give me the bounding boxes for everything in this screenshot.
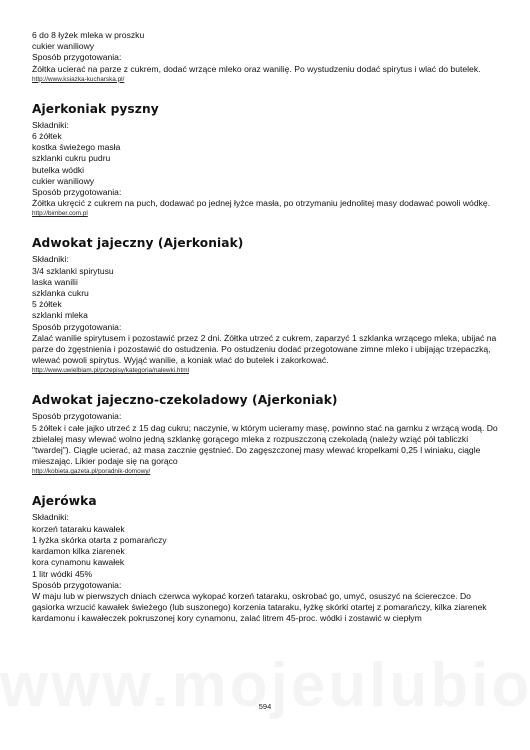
ingredient-line: kora cynamonu kawałek [32, 557, 125, 568]
recipe-ajerkoniak-pyszny [32, 102, 502, 219]
method-text: Zalać wanilie spirytusem i pozostawić przez 2 dni. Żółtka utrzeć z cukrem, zaparzyć 1 szklanka wrzącego mleka, ubijać na parze do zgęstnienia i pozostawić do ostudzenia. Po ostudzeniu dodać przegotowane zimne mleko i ubijając trzepaczką, wlewać powoli spirytus. Wyjąć wanilie, a koniak wlać do butelek i zakorkować. [32, 332, 497, 366]
recipe-title: Adwokat jajeczno-czekoladowy (Ajerkoniak) [32, 393, 338, 408]
ingredient-line: korzeń tataraku kawałek [32, 523, 125, 534]
recipe-adwokat-jajeczno-czekoladowy [32, 393, 502, 476]
method-label: Sposób przygotowania: [32, 411, 122, 422]
method-text: Żółtka ucierać na parze z cukrem, dodać wrzące mleko oraz wanilię. Po wystudzeniu dodać spirytus i wlać do butelek. [32, 63, 481, 74]
ingredient-line: 1 łyżka skórka otarta z pomarańczy [32, 534, 167, 545]
ingredient-line: cukier waniliowy [32, 175, 95, 186]
source-link[interactable]: http://bimber.com.pl [32, 210, 88, 218]
ingredient-line: butelka wódki [32, 164, 85, 175]
ingredient-line: szklanki cukru pudru [32, 153, 111, 164]
method-text: 5 żółtek i całe jajko utrzeć z 15 dag cukru; naczynie, w którym ucieramy masę, powinno stać na garnku z wrzącą wodą. Do zbielałej masy wlewać wolno jedną szklankę gorącego mleka z rozpuszczoną czekoladą (należy wziąć pół tabliczki "twardej"). Ciągle ucierać, aż masa zacznie gęstnieć. Do zagęszczonej masy wlewać kropelkami 0,25 l winiaku, ciągle mieszając. Likier podaje się na gorąco [32, 422, 498, 467]
ingredients-label: Składniki: [32, 119, 69, 130]
recipe-title: Ajerkoniak pyszny [32, 101, 159, 116]
ingredient-line: kostka świeżego masła [32, 142, 121, 153]
recipe-ajerowka [32, 494, 502, 624]
ingredient-line: szklanki mleka [32, 310, 88, 321]
recipe-title: Ajerówka [32, 494, 97, 509]
source-link[interactable]: http://kobieta.gazeta.pl/poradnik-domowy/ [32, 468, 151, 476]
ingredient-line: 6 żółtek [32, 131, 62, 142]
ingredients-label: Składniki: [32, 512, 69, 523]
method-label: Sposób przygotowania: [32, 579, 122, 590]
ingredient-line: cukier waniliowy [32, 41, 95, 52]
recipe-title: Adwokat jajeczny (Ajerkoniak) [32, 236, 244, 251]
ingredient-line: szklanka cukru [32, 288, 89, 299]
page-number: 594 [258, 702, 272, 711]
ingredient-line: 1 litr wódki 45% [32, 568, 93, 579]
ingredient-line: 6 do 8 łyżek mleka w proszku [32, 30, 145, 40]
ingredient-line: 3/4 szklanki spirytusu [32, 265, 114, 276]
ingredient-line: laska wanilii [32, 276, 78, 287]
ingredients-label: Składniki: [32, 254, 69, 265]
method-label: Sposób przygotowania: [32, 52, 122, 63]
document-page [32, 30, 502, 625]
method-label: Sposób przygotowania: [32, 187, 122, 198]
ingredient-line: 5 żółtek [32, 299, 62, 310]
recipe-intro-continuation [32, 30, 502, 84]
method-text: W maju lub w pierwszych dniach czerwca wykopać korzeń tataraku, oskrobać go, umyć, osuszyć na ściereczce. Do gąsiorka wrzucić kawałek świeżego (lub suszonego) korzenia tataraku, łyżkę skórki otartej z pomarańczy, kilka ziarenek kardamonu i kawałeczek pokruszonej kory cynamonu, zalać litrem 45-proc. wódki i zostawić w ciepłym [32, 590, 487, 624]
recipe-adwokat-jajeczny [32, 236, 502, 375]
source-link[interactable]: http://www.ksiazka-kucharska.pl/ [32, 75, 125, 83]
method-text: Żółtka ukręcić z cukrem na puch, dodawać po jednej łyżce masła, po otrzymaniu jednolitej masy dodawać powoli wódkę. [32, 198, 491, 209]
ingredient-line: kardamon kilka ziarenek [32, 546, 125, 557]
source-link[interactable]: http://www.uwielbiam.pl/przepisy/kategoria/nalewki.html [32, 367, 189, 375]
method-label: Sposób przygotowania: [32, 321, 122, 332]
